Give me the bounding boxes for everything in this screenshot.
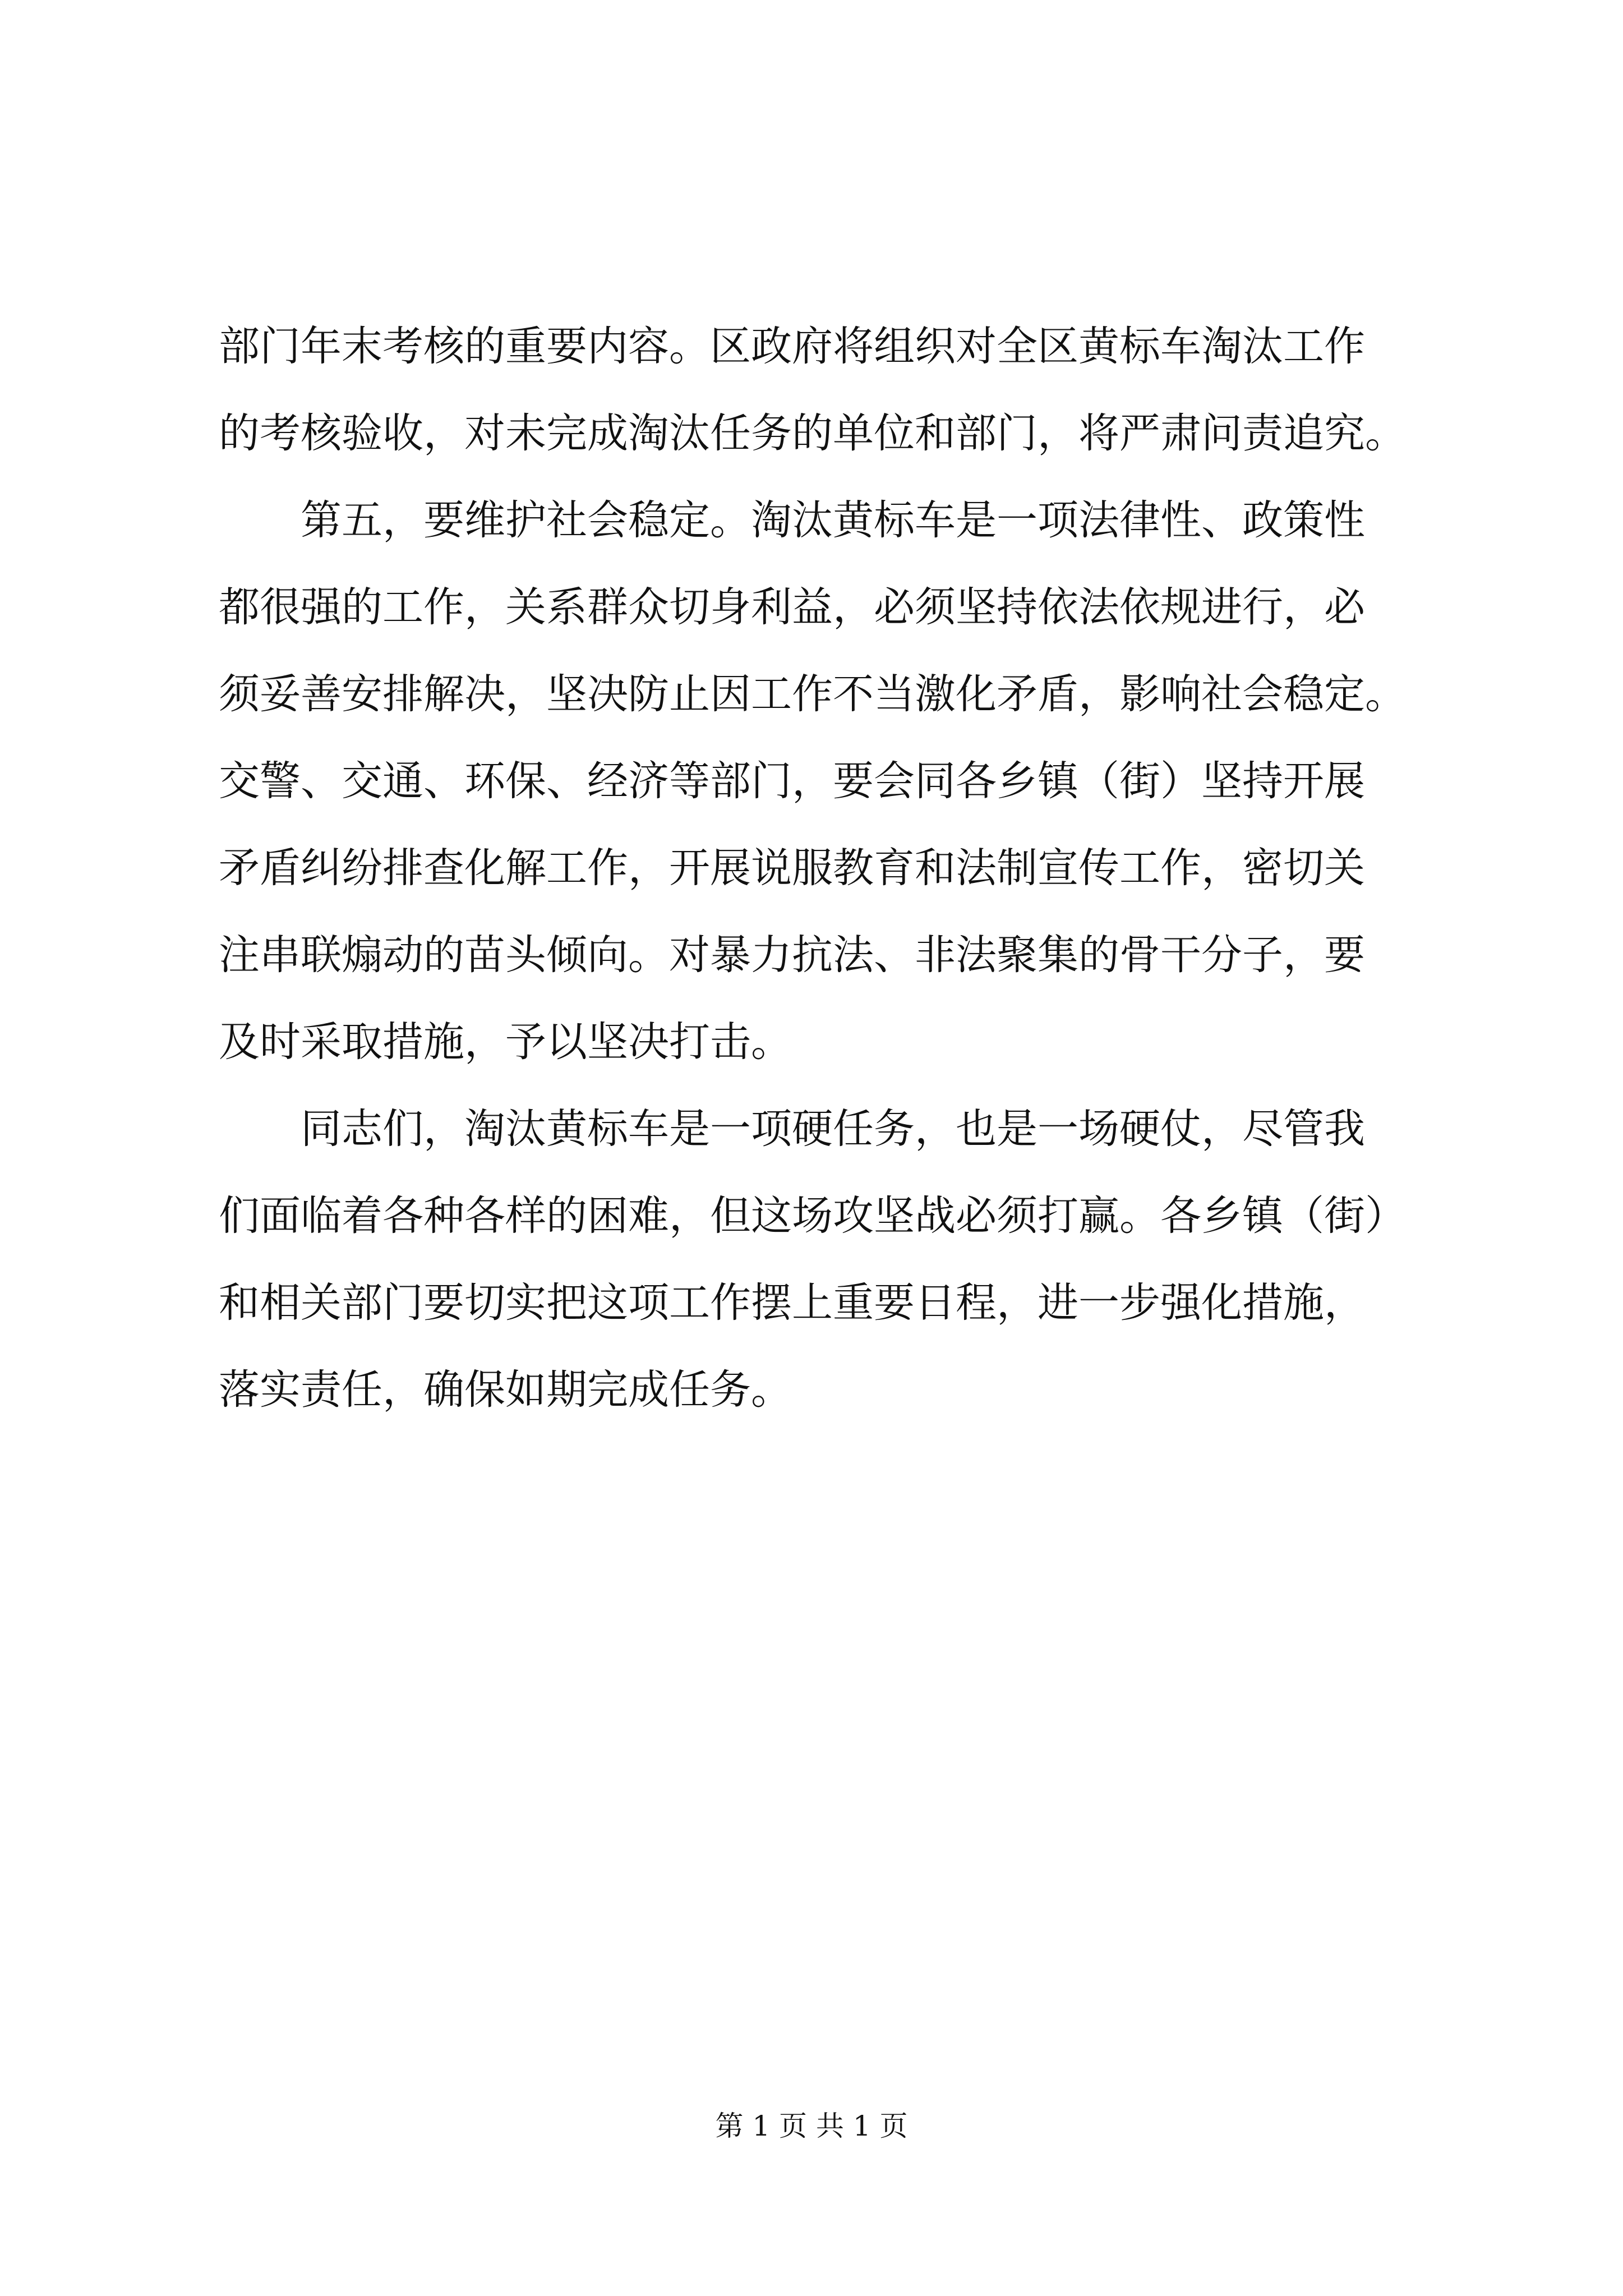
paragraph-line: 及时采取措施，予以坚决打击。 [219,1018,792,1066]
paragraph-line: 交警、交通、环保、经济等部门，要会同各乡镇（街）坚持开展 [219,757,1365,805]
paragraph-line: 落实责任，确保如期完成任务。 [219,1366,792,1414]
paragraph-line: 和相关部门要切实把这项工作摆上重要日程，进一步强化措施， [219,1279,1365,1327]
paragraph-line: 矛盾纠纷排查化解工作，开展说服教育和法制宣传工作，密切关 [219,844,1365,892]
page-footer: 第 1 页 共 1 页 [715,2110,908,2142]
paragraph-line: 的考核验收，对未完成淘汰任务的单位和部门，将严肃问责追究。 [219,409,1406,457]
paragraph-line: 注串联煽动的苗头倾向。对暴力抗法、非法聚集的骨干分子，要 [219,931,1365,979]
paragraph-line: 同志们，淘汰黄标车是一项硬任务，也是一场硬仗，尽管我 [301,1105,1365,1153]
paragraph-line: 都很强的工作，关系群众切身利益，必须坚持依法依规进行，必 [219,583,1365,631]
paragraph-line: 第五，要维护社会稳定。淘汰黄标车是一项法律性、政策性 [301,496,1365,544]
document-body [219,303,1453,1433]
paragraph-line: 须妥善安排解决，坚决防止因工作不当激化矛盾，影响社会稳定。 [219,670,1406,718]
paragraph-line: 部门年末考核的重要内容。区政府将组织对全区黄标车淘汰工作 [219,323,1365,370]
paragraph-line: 们面临着各种各样的困难，但这场攻坚战必须打赢。各乡镇（街） [219,1192,1406,1240]
